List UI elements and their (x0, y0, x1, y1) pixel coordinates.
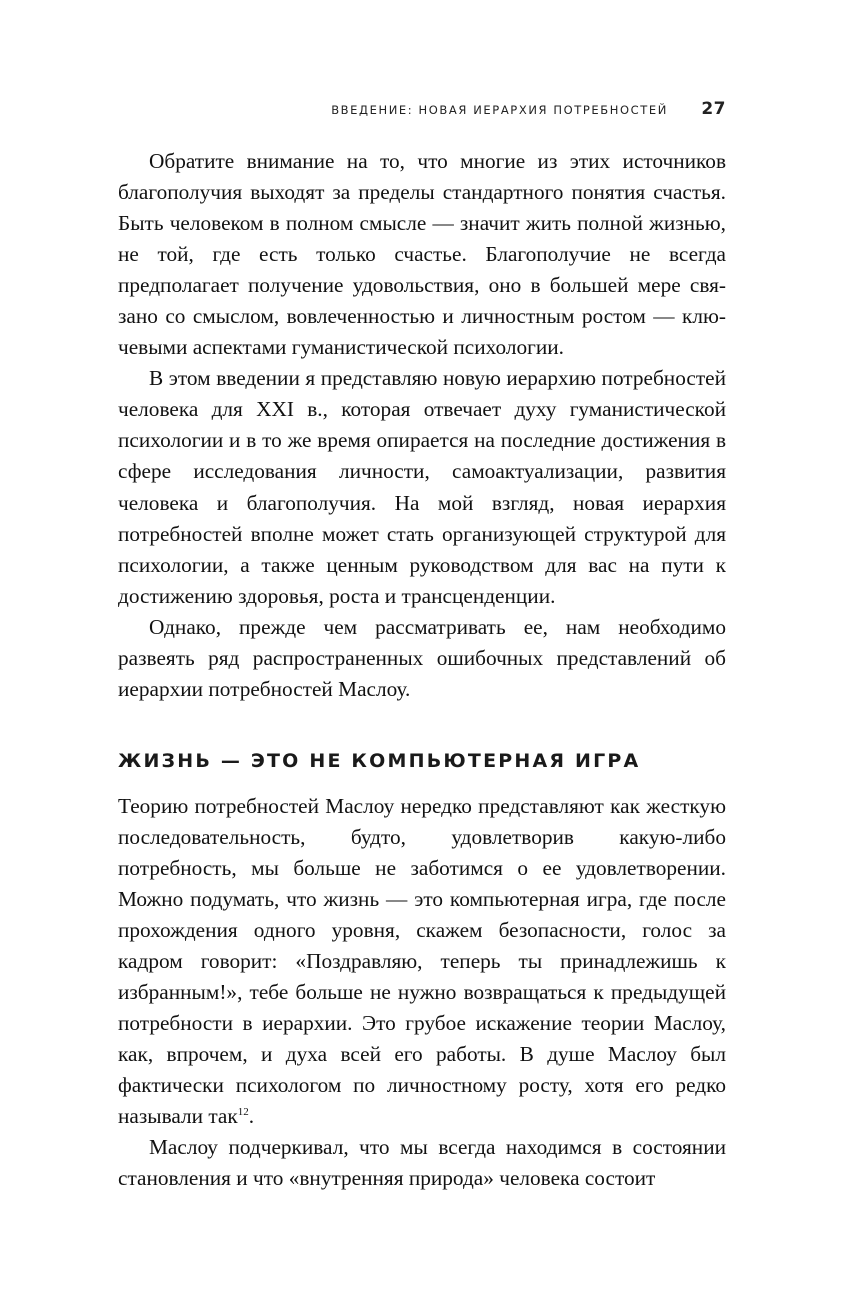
running-title: ВВЕДЕНИЕ: НОВАЯ ИЕРАРХИЯ ПОТРЕБНОСТЕЙ (331, 103, 668, 117)
paragraph-1: Обратите внимание на то, что многие из этих источников благополучия выходят за пределы стандартного понятия счастья. Быть человеком в полном смысле — значит жить полной жизнью, не той, где есть только счастье. Благополучие не всегда предполагает получение удовольствия, оно в большей мере связано со смыслом, вовлеченностью и личностным ростом — ключевыми аспектами гуманистической психологии. (118, 149, 726, 360)
paragraph-4-end: . (248, 1104, 255, 1129)
paragraph-5: Маслоу подчеркивал, что мы всегда находимся в состоянии становления и что «внутренняя природа» человека состоит (118, 1135, 726, 1191)
body-text (118, 146, 726, 1195)
page-number: 27 (701, 99, 726, 119)
paragraph-4 (118, 791, 726, 1133)
paragraph-2: В этом введении я представляю новую иерархию потребностей человека для XXI в., которая отвечает духу гуманистической психологии и в то же время опирается на последние достижения в сфере исследования личности, самоактуализации, развития человека и благополучия. На мой взгляд, новая иерархия потребностей вполне может стать организующей структурой для психологии, а также ценным руководством для вас на пути к достижению здоровья, роста и трансценденции. (118, 366, 726, 608)
footnote-ref-12[interactable]: 12 (237, 1106, 249, 1119)
paragraph-3: Однако, прежде чем рассматривать ее, нам необходимо развеять ряд распространенных ошибочных представлений об иерархии потребностей Маслоу. (118, 614, 726, 701)
paragraph-4-text: Теорию потребностей Маслоу нередко представляют как жесткую последовательность, будто, удовлетворив какую-либо потребность, мы больше не заботимся о ее удовлетворении. Можно подумать, что жизнь — это компьютерная игра, где после прохождения одного уровня, скажем безопасности, голос за кадром говорит: «Поздравляю, теперь ты принадлежишь к избранным!», тебе больше не нужно возвращаться к предыдущей потребности в иерархии. Это грубое искажение теории Маслоу, как, впрочем, и духа всей его работы. В душе Маслоу был фактически психологом по личностному росту, хотя его редко называли так (118, 793, 726, 1129)
section-heading: ЖИЗНЬ — ЭТО НЕ КОМПЬЮТЕРНАЯ ИГРА (118, 749, 641, 772)
